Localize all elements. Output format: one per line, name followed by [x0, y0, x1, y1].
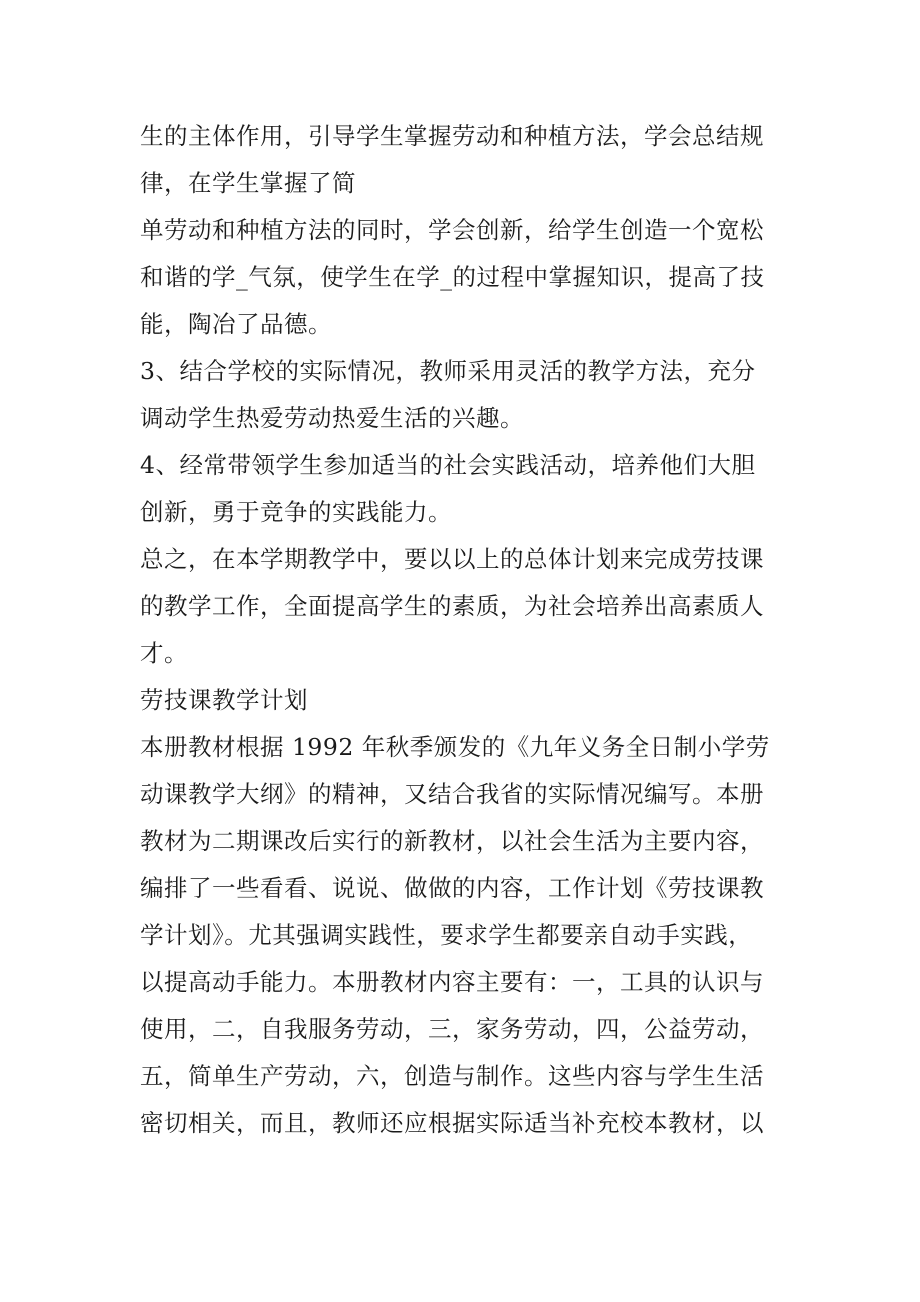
text-line: 本册教材根据 1992 年秋季颁发的《九年义务全日制小学劳: [140, 733, 770, 761]
text-line: 五，简单生产劳动，六，创造与制作。这些内容与学生生活: [140, 1062, 764, 1090]
text-line: 的教学工作，全面提高学生的素质，为社会培养出高素质人: [140, 592, 764, 620]
text-line: 编排了一些看看、说说、做做的内容，工作计划《劳技课教: [140, 874, 764, 902]
text-line: 以提高动手能力。本册教材内容主要有：一，工具的认识与: [140, 968, 764, 996]
text-line: 密切相关，而且，教师还应根据实际适当补充校本教材，以: [140, 1109, 764, 1137]
text-line: 3、结合学校的实际情况，教师采用灵活的教学方法，充分: [140, 357, 756, 385]
text-line: 才。: [140, 639, 188, 667]
text-line: 调动学生热爱劳动热爱生活的兴趣。: [140, 404, 524, 432]
text-line: 单劳动和种植方法的同时，学会创新，给学生创造一个宽松: [140, 216, 764, 244]
text-line: 学计划》。尤其强调实践性，要求学生都要亲自动手实践，: [140, 921, 753, 949]
text-line: 教材为二期课改后实行的新教材，以社会生活为主要内容，: [140, 827, 764, 855]
document-body: [140, 113, 790, 1147]
text-line: 4、经常带领学生参加适当的社会实践活动，培养他们大胆: [140, 451, 756, 479]
text-line: 动课教学大纲》的精神，又结合我省的实际情况编写。本册: [140, 780, 764, 808]
text-line: 能，陶冶了品德。: [140, 310, 332, 338]
text-line: 律，在学生掌握了简: [140, 169, 356, 197]
text-line: 使用，二，自我服务劳动，三，家务劳动，四，公益劳动，: [140, 1015, 764, 1043]
text-line: 创新，勇于竞争的实践能力。: [140, 498, 452, 526]
section-heading: 劳技课教学计划: [140, 686, 308, 714]
text-line: 生的主体作用，引导学生掌握劳动和种植方法，学会总结规: [140, 122, 764, 150]
text-line: 总之，在本学期教学中，要以以上的总体计划来完成劳技课: [140, 545, 764, 573]
text-line: 和谐的学_气氛，使学生在学_的过程中掌握知识，提高了技: [140, 263, 765, 291]
